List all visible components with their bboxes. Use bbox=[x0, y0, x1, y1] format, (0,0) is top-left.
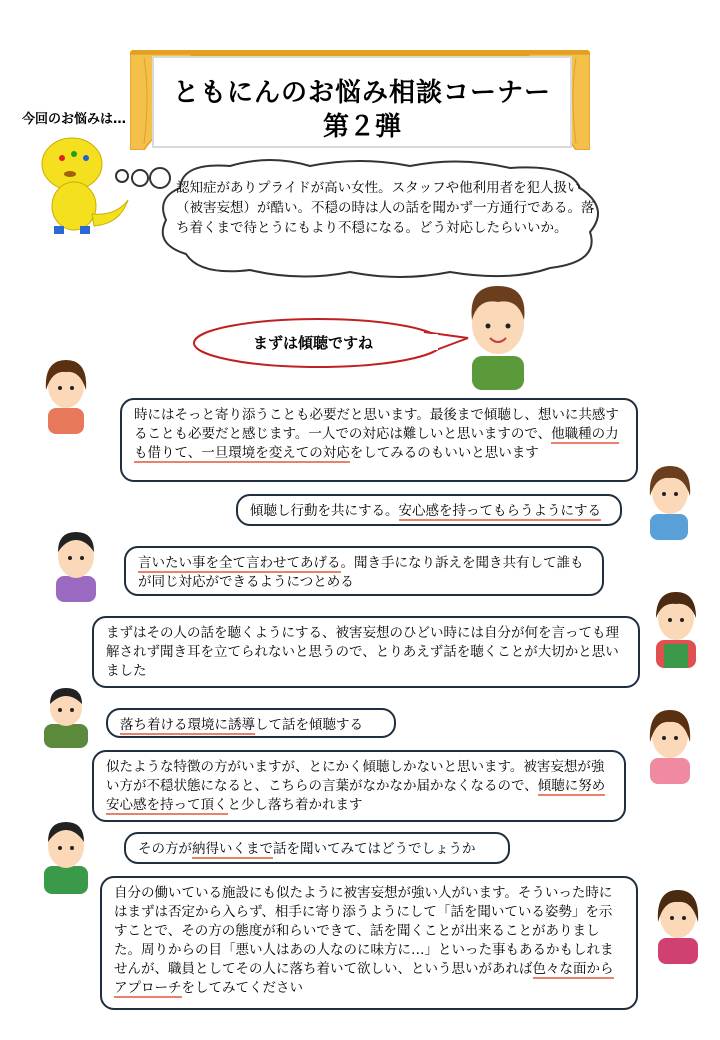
intro-label: 今回のお悩みは… bbox=[22, 112, 127, 127]
man-avatar-3 bbox=[40, 684, 92, 748]
answer-bubble-8: 自分の働いている施設にも似たように被害妄想が強い人がいます。そういった時にはまずは否定から入らず、相手に寄り添うようにして「話を聞いている姿勢」を示すことで、その方の態度が和らいできて、話を聞くことが出来ることがありました。周りからの目「悪い人はあの人なのに味方に…」といった事もあるかもしれませんが、職員としてその人に落ち着いて欲しい、という思いがあれば色々な面からアプローチをしてみてください bbox=[100, 876, 638, 1010]
top-answer-text: まずは傾聴ですね bbox=[252, 334, 373, 352]
man-avatar-2 bbox=[50, 526, 102, 602]
page-subtitle: 第２弾 bbox=[322, 112, 401, 142]
banner-board bbox=[152, 56, 572, 148]
answer-bubble-4: まずはその人の話を聴くようにする、被害妄想のひどい時には自分が何を言っても理解されず聞き耳を立てられないと思うので、とりあえず話を聴くことが大切かと思いました bbox=[92, 616, 640, 688]
man-avatar-4 bbox=[40, 816, 92, 894]
answer-bubble-7: その方が納得いくまで話を聞いてみてはどうでしょうか bbox=[124, 832, 510, 864]
woman-avatar bbox=[40, 356, 92, 434]
answer-bubble-5: 落ち着ける環境に誘導して話を傾聴する bbox=[106, 708, 396, 738]
woman-avatar-5 bbox=[652, 886, 704, 964]
answer-bubble-3: 言いたい事を全て言わせてあげる。聞き手になり訴えを聞き共有して誰もが同じ対応ができるようにつとめる bbox=[124, 546, 604, 596]
woman-avatar-2 bbox=[640, 462, 700, 540]
woman-avatar-3 bbox=[650, 588, 702, 668]
worry-text: 認知症がありプライドが高い女性。スタッフや他利用者を犯人扱い（被害妄想）が酷い。不穏の時は人の話を聞かず一方通行である。落ち着くまで待とうにもより不穏になる。どう対応したらいいか。 bbox=[176, 180, 595, 236]
title-banner bbox=[130, 50, 590, 146]
answer-bubble-1: 時にはそっと寄り添うことも必要だと思います。最後まで傾聴し、想いに共感することも必要だと感じます。一人での対応は難しいと思いますので、他職種の力も借りて、一旦環境を変えての対応をしてみるのもいいと思います bbox=[120, 398, 638, 482]
page-title: ともにんのお悩み相談コーナー bbox=[172, 78, 551, 108]
answer-bubble-6: 似たような特徴の方がいますが、とにかく傾聴しかないと思います。被害妄想が強い方が不穏状態になると、こちらの言葉がなかなか届かなくなるので、傾聴に努め安心感を持って頂くと少し落ち着かれます bbox=[92, 750, 626, 822]
answer-bubble-2: 傾聴し行動を共にする。安心感を持ってもらうようにする bbox=[236, 494, 622, 526]
woman-avatar-4 bbox=[644, 706, 696, 784]
